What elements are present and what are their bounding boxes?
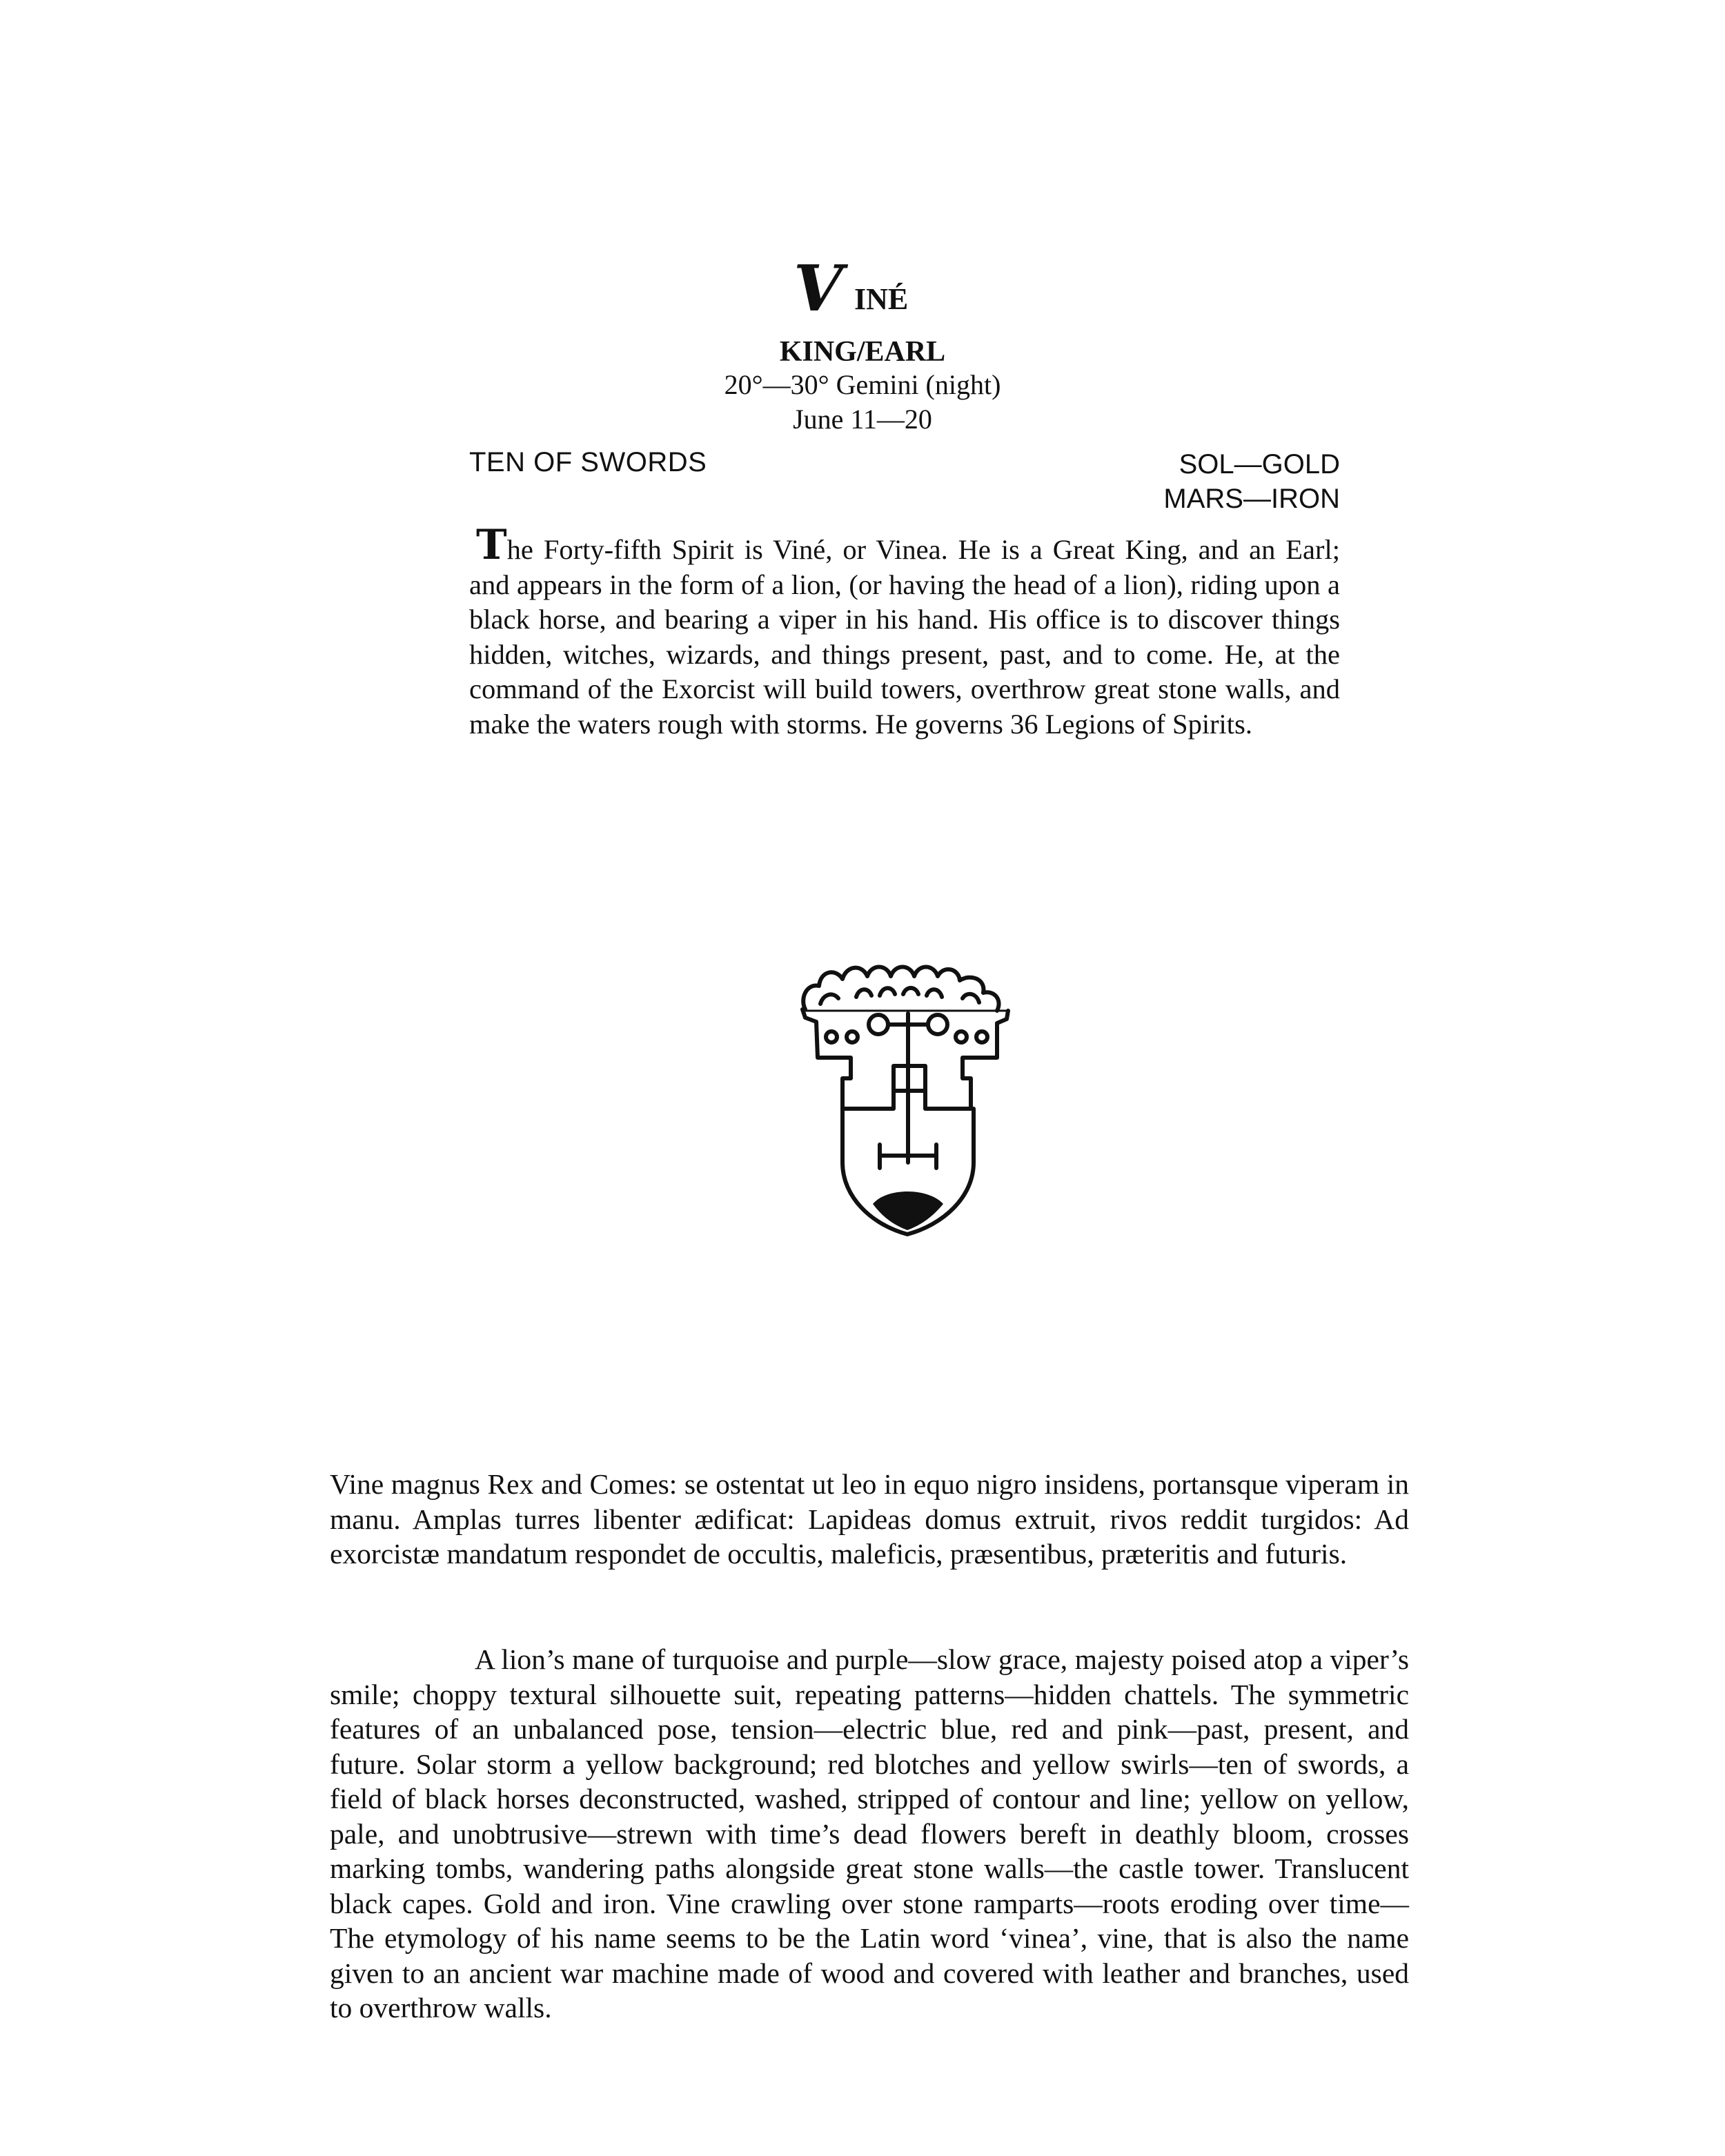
metal-mars-iron: MARS—IRON: [1163, 484, 1340, 514]
latin-passage: Vine magnus Rex and Comes: se ostentat ut leo in equo nigro insidens, portansque viperam in manu. Amplas turres libenter ædificat: Lapideas domus extruit, rivos reddit turgidos: Ad exorcistæ mandatum respondet de occultis, maleficis, præsentibus, præteritis and futuris.: [330, 1468, 1409, 1570]
spirit-name-title: [793, 248, 987, 324]
tarot-card: TEN OF SWORDS: [469, 447, 707, 477]
description-text: he Forty-fifth Spirit is Viné, or Vinea. He is a Great King, and an Earl; and appears in the form of a lion, (or having the head of a lion), riding upon a black horse, and bearing a viper in his hand. His office is to discover things hidden, witches, wizards, and things present, past, and to come. He, at the command of the Exorcist will build towers, overthrow great stone walls, and make the waters rough with storms. He governs 36 Legions of Spirits.: [469, 534, 1340, 740]
metal-sol-gold: SOL—GOLD: [1179, 449, 1340, 479]
interpretive-passage: A lion’s mane of turquoise and purple—slow grace, majesty poised atop a viper’s smile; choppy textural silhouette suit, repeating patterns—hidden chattels. The symmetric features of an unbalanced pose, tension—electric blue, red and pink—past, present, and future. Solar storm a yellow background; red blotches and yellow swirls—ten of swords, a field of black horses deconstructed, washed, stripped of contour and line; yellow on yellow, pale, and unobtrusive—strewn with time’s dead flowers bereft in deathly bloom, crosses marking tombs, wandering paths alongside great stone walls—the castle tower. Translucent black capes. Gold and iron. Vine crawling over stone ramparts—roots eroding over time—The etymology of his name seems to be the Latin word ‘vinea’, vine, that is also the name given to an ancient war machine made of wood and covered with leather and branches, used to overthrow walls.: [330, 1643, 1409, 2024]
spirit-seal-icon: [790, 956, 1025, 1238]
drop-cap: T: [476, 521, 507, 569]
spirit-description: [469, 521, 1340, 742]
date-range: June 11—20: [793, 404, 932, 435]
zodiac-degrees: 20°—30° Gemini (night): [724, 369, 1001, 400]
planetary-metals: [1163, 447, 1340, 516]
spirit-rank: KING/EARL: [779, 336, 946, 368]
title-rest: INÉ: [854, 282, 909, 316]
title-initial-letter: V: [793, 251, 843, 326]
